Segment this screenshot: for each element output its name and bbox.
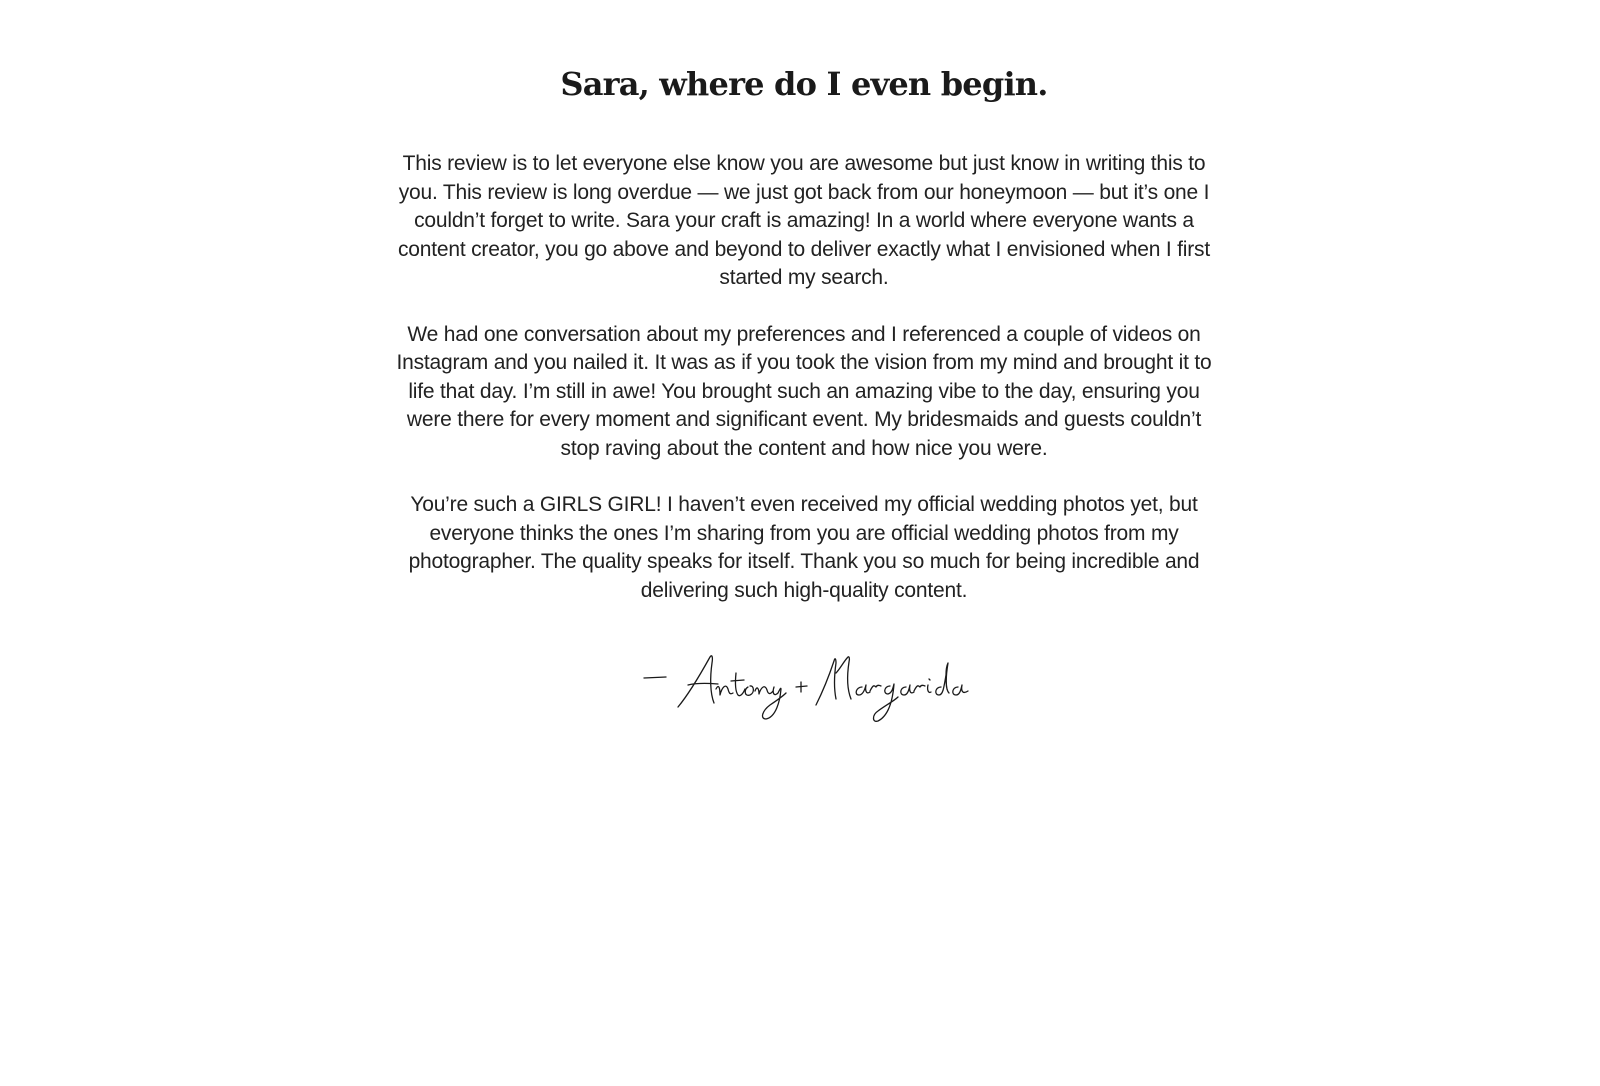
- handwritten-signature: [640, 655, 970, 745]
- review-block: [394, 60, 1214, 633]
- review-heading: Sara, where do I even begin.: [560, 65, 1048, 103]
- review-body: [394, 150, 1214, 605]
- review-paragraph-3: You’re such a GIRLS GIRL! I haven’t even received my official wedding photos yet, but everyone thinks the ones I’m sharing from you are official wedding photos from my photographer. The quality speaks for itself. Thank you so much for being incredible and delivering such high-quality content.: [408, 493, 1200, 602]
- signature-graphic: [640, 655, 970, 745]
- review-paragraph-2: We had one conversation about my preferences and I referenced a couple of videos on Instagram and you nailed it. It was as if you took the vision from my mind and brought it to life that day. I’m still in awe! You brought such an amazing vibe to the day, ensuring you were there for every moment and significant event. My bridesmaids and guests couldn’t stop raving about the content and how nice you were.: [396, 322, 1212, 460]
- review-paragraph-1: This review is to let everyone else know you are awesome but just know in writing this to you. This review is long overdue — we just got back from our honeymoon — but it’s one I couldn’t forget to write. Sara your craft is amazing! In a world where everyone wants a content creator, you go above and beyond to deliver exactly what I envisioned when I first started my search.: [397, 152, 1210, 289]
